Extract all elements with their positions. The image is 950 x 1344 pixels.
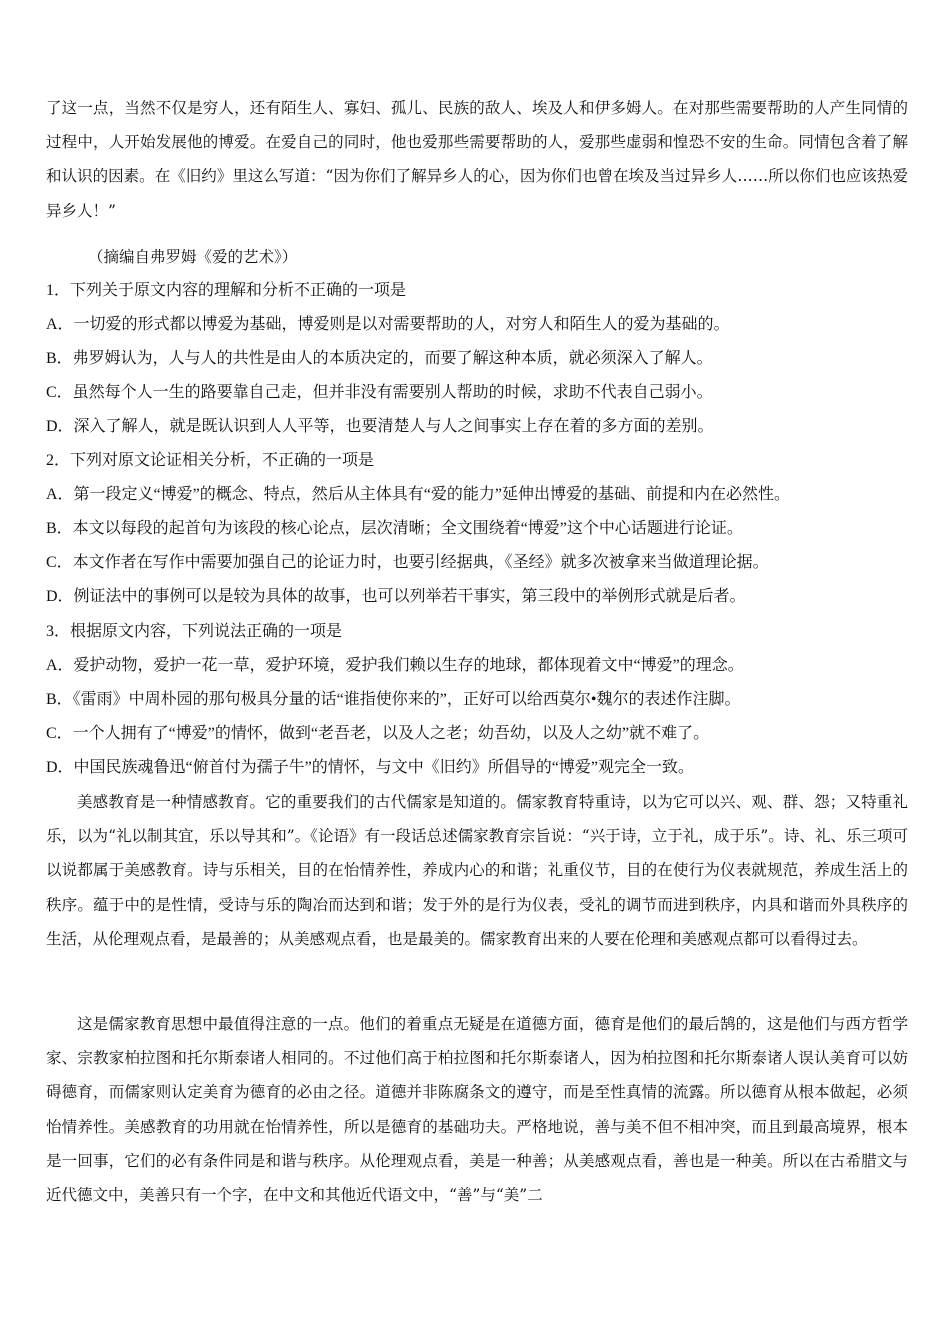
question-2-option-b: B．本文以每段的起首句为该段的核心论点，层次清晰；全文围绕着“博爱”这个中心话题进行论证。 [46, 520, 743, 537]
question-1-option-a: A．一切爱的形式都以博爱为基础，博爱则是以对需要帮助的人，对穷人和陌生人的爱为基础的。 [46, 316, 730, 333]
question-1-option-d: D．深入了解人，就是既认识到人人平等，也要清楚人与人之间事实上存在着的多方面的差别。 [46, 418, 714, 435]
question-2-stem: 2．下列对原文论证相关分析，不正确的一项是 [46, 452, 375, 469]
passage1-source: （摘编自弗罗姆《爱的艺术》） [88, 248, 298, 266]
question-3-option-b: B．《雷雨》中周朴园的那句极具分量的话“谁指使你来的”，正好可以给西莫尔•魏尔的表述作注脚。 [46, 691, 741, 708]
passage2-paragraph-2: 这是儒家教育思想中最值得注意的一点。他们的着重点无疑是在道德方面，德育是他们的最后鹄的，这是他们与西方哲学家、宗教家柏拉图和托尔斯泰诸人相同的。不过他们高于柏拉图和托尔斯泰诸人，因为柏拉图和托尔斯泰诸人误认美育可以妨碍德育，而儒家则认定美育为德育的必由之径。道德并非陈腐条文的遵守，而是至性真情的流露。所以德育从根本做起，必须怡情养性。美感教育的功用就在怡情养性，所以是德育的基础功夫。严格地说，善与美不但不相冲突，而且到最高境界，根本是一回事，它们的必有条件同是和谐与秩序。从伦理观点看，美是一种善；从美感观点看，善也是一种美。所以在古希腊文与近代德文中，美善只有一个字，在中文和其他近代语文中，“善”与“美”二 [46, 1015, 908, 1205]
question-3-stem: 3．根据原文内容，下列说法正确的一项是 [46, 623, 343, 640]
question-1-option-b: B．弗罗姆认为，人与人的共性是由人的本质决定的，而要了解这种本质，就必须深入了解人。 [46, 350, 713, 367]
question-3-option-d: D．中国民族魂鲁迅“俯首付为孺子牛”的情怀，与文中《旧约》所倡导的“博爱”观完全一致。 [46, 759, 694, 776]
question-1-option-c: C．虽然每个人一生的路要靠自己走，但并非没有需要别人帮助的时候，求助不代表自己弱小。 [46, 384, 713, 401]
question-3-option-a: A．爱护动物，爱护一花一草，爱护环境，爱护我们赖以生存的地球，都体现着文中“博爱”的理念。 [46, 657, 744, 674]
question-3-option-c: C．一个人拥有了“博爱”的情怀，做到“老吾老，以及人之老；幼吾幼，以及人之幼”就不难了。 [46, 725, 710, 742]
question-2-option-d: D．例证法中的事例可以是较为具体的故事，也可以列举若干事实，第三段中的举例形式就是后者。 [46, 588, 746, 605]
question-2-option-c: C．本文作者在写作中需要加强自己的论证力时，也要引经据典，《圣经》就多次被拿来当做道理论据。 [46, 554, 769, 571]
question-1-stem: 1．下列关于原文内容的理解和分析不正确的一项是 [46, 282, 407, 299]
passage2-paragraph-1: 美感教育是一种情感教育。它的重要我们的古代儒家是知道的。儒家教育特重诗，以为它可以兴、观、群、怨；又特重礼乐，以为“礼以制其宜，乐以导其和”。《论语》有一段话总述儒家教育宗旨说：“兴于诗，立于礼，成于乐”。诗、礼、乐三项可以说都属于美感教育。诗与乐相关，目的在怡情养性，养成内心的和谐；礼重仪节，目的在使行为仪表就规范，养成生活上的秩序。蕴于中的是性情，受诗与乐的陶冶而达到和谐；发于外的是行为仪表，受礼的调节而进到秩序，内具和谐而外具秩序的生活，从伦理观点看，是最善的；从美感观点看，也是最美的。儒家教育出来的人要在伦理和美感观点都可以看得过去。 [46, 793, 908, 948]
question-2-option-a: A．第一段定义“博爱”的概念、特点，然后从主体具有“爱的能力”延伸出博爱的基础、前提和内在必然性。 [46, 486, 790, 503]
passage1-paragraph: 了这一点，当然不仅是穷人，还有陌生人、寡妇、孤儿、民族的敌人、埃及人和伊多姆人。在对那些需要帮助的人产生同情的过程中，人开始发展他的博爱。在爱自己的同时，他也爱那些需要帮助的人，爱那些虚弱和惶恐不安的生命。同情包含着了解和认识的因素。在《旧约》里这么写道：“因为你们了解异乡人的心，因为你们也曾在埃及当过异乡人……所以你们也应该热爱异乡人！” [46, 99, 908, 220]
